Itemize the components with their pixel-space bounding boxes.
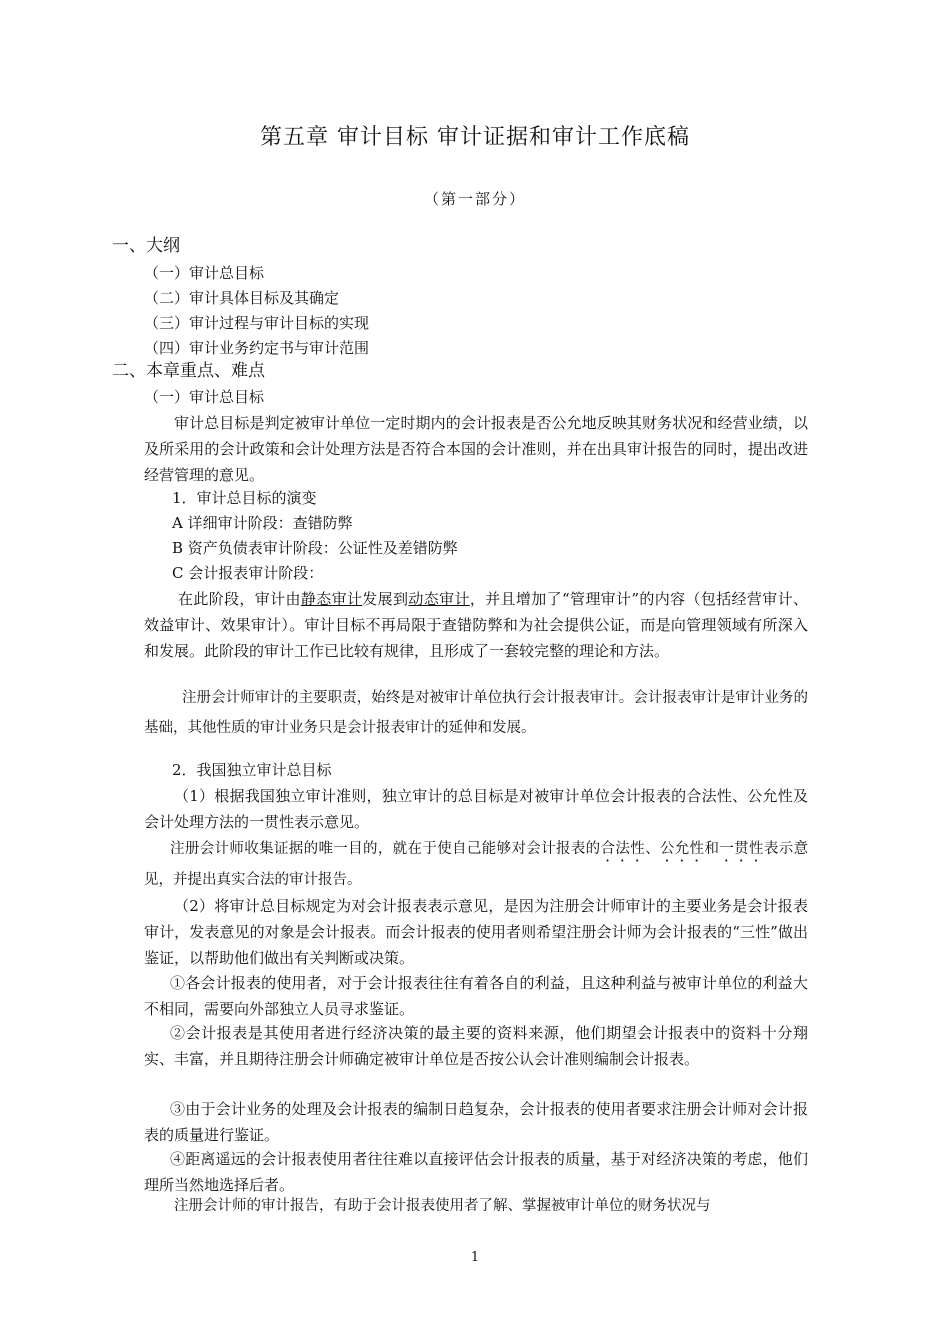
paragraph-evolution-detail	[144, 586, 808, 664]
underlined-term: 静态审计	[300, 590, 363, 608]
text-segment: 表示意见，并提出真实合法的审计报告。	[144, 841, 809, 888]
emphasized-term: 合法性	[600, 841, 646, 857]
text-segment: 在此阶段，审计由	[178, 590, 301, 608]
underlined-term: 动态审计	[408, 590, 470, 608]
paragraph-reason-2: ②会计报表是其使用者进行经济决策的最主要的资料来源，他们期望会计报表中的资料十分翔实、丰富，并且期待注册会计师确定被审计单位是否按公认会计准则编制会计报表。	[144, 1024, 808, 1068]
paragraph-reason-3: ③由于会计业务的处理及会计报表的编制日趋复杂，会计报表的使用者要求注册会计师对会计报表的质量进行鉴证。	[144, 1100, 808, 1144]
note-audit-report: 注册会计师的审计报告，有助于会计报表使用者了解、掌握被审计单位的财务状况与	[174, 1198, 711, 1214]
text-segment: ，并且增加了“管理审计”的内容（包括经营审计、效益审计、效果审计）。审计目标不再局限于查错防弊和为社会提供公证，而是向管理领域有所深入和发展。此阶段的审计工作已比较有规律，且形成了一套较完整的理论和方法。	[144, 590, 808, 660]
note-main-duty: 注册会计师审计的主要职责，始终是对被审计单位执行会计报表审计。会计报表审计是审计业务的基础，其他性质的审计业务只是会计报表审计的延伸和发展。	[144, 690, 808, 736]
text-segment: 注册会计师收集证据的唯一目的，就在于使自己能够对会计报表的	[170, 841, 601, 857]
paragraph-reason-4: ④距离遥远的会计报表使用者往往难以直接评估会计报表的质量，基于对经济决策的考虑，他们理所当然地选择后者。	[144, 1150, 808, 1194]
evolution-item-b: B 资产负债表审计阶段：公证性及差错防弊	[172, 539, 458, 557]
paragraph-opinion-reason: （2）将审计总目标规定为对会计报表表示意见，是因为注册会计师审计的主要业务是会计报表审计，发表意见的对象是会计报表。而会计报表的使用者则希望注册会计师为会计报表的“三性”做出鉴证，以帮助他们做出有关判断或决策。	[144, 897, 808, 967]
outline-heading: 一、大纲	[112, 236, 180, 256]
domestic-objective-title: 2．我国独立审计总目标	[172, 761, 332, 779]
note-evidence-purpose	[144, 834, 808, 895]
outline-item: （二）审计具体目标及其确定	[144, 289, 340, 307]
paragraph-reason-1: ①各会计报表的使用者，对于会计报表往往有着各自的利益，且这种利益与被审计单位的利益大不相同，需要向外部独立人员寻求鉴证。	[144, 974, 808, 1018]
evolution-item-c: C 会计报表审计阶段：	[172, 564, 324, 582]
paragraph-independent-audit: （1）根据我国独立审计准则，独立审计的总目标是对被审计单位会计报表的合法性、公允性及会计处理方法的一贯性表示意见。	[144, 787, 808, 831]
emphasized-term: 一贯性	[719, 841, 764, 857]
outline-item: （一）审计总目标	[144, 264, 265, 282]
outline-item: （三）审计过程与审计目标的实现	[144, 314, 370, 332]
text-segment: 、	[645, 841, 660, 857]
chapter-subtitle: （第一部分）	[423, 190, 526, 208]
outline-item: （四）审计业务约定书与审计范围	[144, 339, 370, 357]
evolution-item-a: A 详细审计阶段：查错防弊	[172, 514, 353, 532]
page-number: 1	[470, 1250, 480, 1265]
paragraph-general-objective: 审计总目标是判定被审计单位一定时期内的会计报表是否公允地反映其财务状况和经营业绩，以及所采用的会计政策和会计处理方法是否符合本国的会计准则，并在出具审计报告的同时，提出改进经营管理的意见。	[144, 414, 808, 484]
chapter-title: 第五章 审计目标 审计证据和审计工作底稿	[260, 125, 690, 150]
text-segment: 发展到	[362, 590, 409, 608]
evolution-title: 1．审计总目标的演变	[172, 489, 317, 507]
key-subheading: （一）审计总目标	[144, 388, 265, 406]
emphasized-term: 公允性	[659, 841, 705, 857]
key-heading: 二、本章重点、难点	[112, 361, 265, 381]
text-segment: 和	[704, 841, 720, 857]
